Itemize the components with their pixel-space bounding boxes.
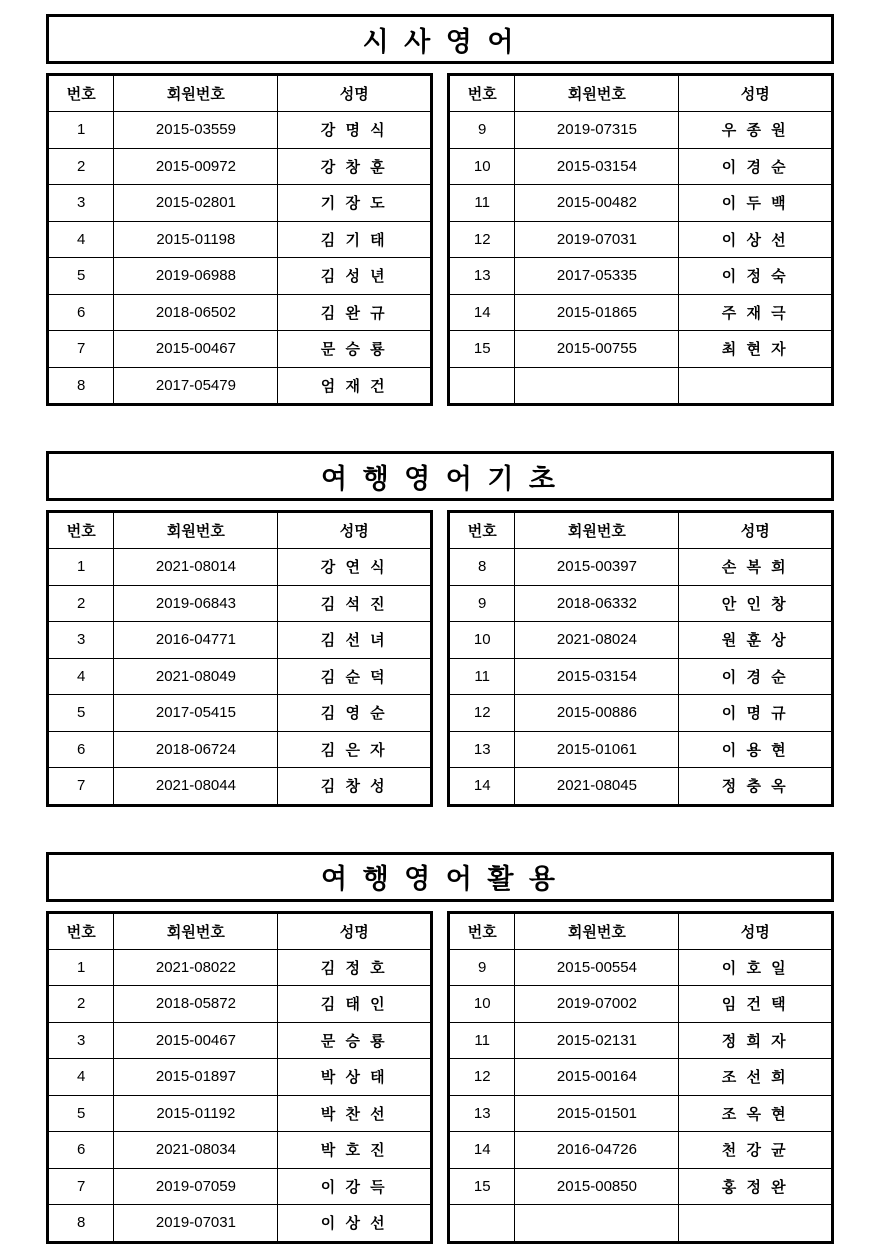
cell-name: 정 희 자 [679,1022,833,1059]
table-body-right [449,949,833,1242]
cell-member-id: 2019-06988 [114,258,278,295]
cell-no: 1 [48,112,114,149]
column-header-member-id: 회원번호 [114,75,278,112]
table-row [449,221,833,258]
cell-no: 2 [48,148,114,185]
cell-no: 5 [48,695,114,732]
section-tables [46,73,834,406]
table-row [449,949,833,986]
cell-member-id: 2015-00397 [515,549,679,586]
column-header-name: 성명 [679,75,833,112]
member-table-left [46,73,433,406]
table-row [48,221,432,258]
cell-no [449,1205,515,1243]
table-body-left [48,112,432,405]
section-title-box [46,852,834,902]
cell-name: 안 인 창 [679,585,833,622]
cell-no: 8 [48,1205,114,1243]
section-title: 시 사 영 어 [362,26,518,57]
cell-name: 기 장 도 [278,185,432,222]
member-table-left [46,510,433,807]
table-row [449,622,833,659]
cell-name: 정 충 옥 [679,768,833,806]
section-0 [46,14,834,406]
cell-no: 10 [449,986,515,1023]
table-body-left [48,549,432,806]
table-row [449,185,833,222]
cell-no: 6 [48,294,114,331]
cell-member-id: 2018-06502 [114,294,278,331]
table-body-right [449,549,833,806]
table-row [449,731,833,768]
table-row [48,658,432,695]
section-title-box [46,14,834,64]
cell-no: 4 [48,658,114,695]
table-row [449,1132,833,1169]
table-row [48,1205,432,1243]
cell-member-id: 2015-01897 [114,1059,278,1096]
cell-member-id: 2018-06724 [114,731,278,768]
cell-no: 7 [48,331,114,368]
cell-name: 김 석 진 [278,585,432,622]
table-row [449,148,833,185]
cell-no: 5 [48,258,114,295]
member-table-right [447,510,834,807]
column-header-no: 번호 [449,912,515,949]
column-header-name: 성명 [679,912,833,949]
table-row [48,112,432,149]
column-header-member-id: 회원번호 [114,912,278,949]
table-row [48,585,432,622]
cell-member-id: 2021-08014 [114,549,278,586]
cell-name: 김 창 성 [278,768,432,806]
cell-no [449,367,515,405]
cell-name: 강 창 훈 [278,148,432,185]
cell-member-id: 2018-06332 [515,585,679,622]
cell-member-id: 2015-02131 [515,1022,679,1059]
cell-no: 14 [449,768,515,806]
section-title-box [46,451,834,501]
column-header-name: 성명 [679,512,833,549]
cell-name: 천 강 균 [679,1132,833,1169]
cell-member-id: 2021-08049 [114,658,278,695]
cell-member-id: 2015-00850 [515,1168,679,1205]
cell-no: 14 [449,294,515,331]
cell-name: 문 승 룡 [278,1022,432,1059]
cell-no: 1 [48,949,114,986]
cell-no: 11 [449,185,515,222]
cell-name: 김 은 자 [278,731,432,768]
cell-name: 이 명 규 [679,695,833,732]
cell-name: 문 승 룡 [278,331,432,368]
cell-name: 박 호 진 [278,1132,432,1169]
section-title: 여 행 영 어 기 초 [321,463,559,494]
table-header-row [449,512,833,549]
cell-no: 4 [48,1059,114,1096]
cell-no: 9 [449,585,515,622]
cell-no: 12 [449,695,515,732]
column-header-no: 번호 [449,512,515,549]
cell-name: 강 명 식 [278,112,432,149]
table-row [48,1022,432,1059]
table-row [48,622,432,659]
table-row [449,695,833,732]
cell-member-id: 2019-07002 [515,986,679,1023]
cell-member-id: 2021-08034 [114,1132,278,1169]
table-row [449,112,833,149]
cell-name [679,367,833,405]
table-row [449,1095,833,1132]
section-tables [46,911,834,1244]
cell-no: 12 [449,221,515,258]
column-header-member-id: 회원번호 [515,912,679,949]
table-row [48,185,432,222]
column-header-member-id: 회원번호 [515,512,679,549]
cell-no: 7 [48,1168,114,1205]
cell-name: 이 호 일 [679,949,833,986]
cell-name: 조 옥 현 [679,1095,833,1132]
table-row [449,258,833,295]
table-row [48,986,432,1023]
column-header-no: 번호 [48,512,114,549]
table-row [449,658,833,695]
table-row [449,768,833,806]
cell-no: 6 [48,731,114,768]
cell-no: 2 [48,585,114,622]
cell-member-id: 2015-03559 [114,112,278,149]
cell-name: 이 상 선 [679,221,833,258]
cell-member-id: 2015-00467 [114,1022,278,1059]
cell-name: 홍 정 완 [679,1168,833,1205]
cell-name: 박 상 태 [278,1059,432,1096]
cell-member-id: 2015-00467 [114,331,278,368]
cell-no: 10 [449,148,515,185]
cell-no: 1 [48,549,114,586]
section-1 [46,451,834,807]
table-row [449,585,833,622]
cell-member-id [515,1205,679,1243]
cell-name: 김 선 녀 [278,622,432,659]
cell-member-id: 2017-05415 [114,695,278,732]
section-tables [46,510,834,807]
cell-no: 13 [449,1095,515,1132]
cell-no: 8 [449,549,515,586]
cell-name: 김 영 순 [278,695,432,732]
table-header-row [48,912,432,949]
cell-name: 박 찬 선 [278,1095,432,1132]
cell-member-id: 2019-07315 [515,112,679,149]
table-row [48,258,432,295]
table-row [48,949,432,986]
table-row [48,367,432,405]
cell-name: 우 종 원 [679,112,833,149]
cell-member-id: 2021-08022 [114,949,278,986]
table-header-row [48,75,432,112]
table-row [48,148,432,185]
table-row [48,731,432,768]
column-header-name: 성명 [278,512,432,549]
cell-member-id: 2021-08044 [114,768,278,806]
cell-no: 3 [48,185,114,222]
cell-no: 9 [449,949,515,986]
cell-no: 3 [48,1022,114,1059]
table-row [48,1168,432,1205]
cell-no: 9 [449,112,515,149]
table-row [48,695,432,732]
cell-member-id: 2017-05479 [114,367,278,405]
cell-name [679,1205,833,1243]
cell-member-id: 2015-01192 [114,1095,278,1132]
cell-name: 최 현 자 [679,331,833,368]
cell-name: 이 정 숙 [679,258,833,295]
table-row [449,986,833,1023]
cell-member-id: 2015-01865 [515,294,679,331]
cell-name: 이 경 순 [679,658,833,695]
cell-name: 김 태 인 [278,986,432,1023]
column-header-name: 성명 [278,912,432,949]
cell-member-id: 2019-07031 [515,221,679,258]
cell-no: 11 [449,1022,515,1059]
cell-no: 13 [449,731,515,768]
cell-member-id: 2016-04771 [114,622,278,659]
cell-member-id: 2015-00554 [515,949,679,986]
table-row [449,549,833,586]
cell-member-id: 2017-05335 [515,258,679,295]
cell-name: 김 기 태 [278,221,432,258]
member-table-left [46,911,433,1244]
cell-name: 이 강 득 [278,1168,432,1205]
cell-member-id: 2015-01061 [515,731,679,768]
table-row [48,294,432,331]
cell-no: 12 [449,1059,515,1096]
table-row [48,549,432,586]
cell-member-id [515,367,679,405]
cell-name: 손 복 희 [679,549,833,586]
cell-no: 13 [449,258,515,295]
column-header-no: 번호 [449,75,515,112]
cell-no: 15 [449,331,515,368]
table-row [449,331,833,368]
cell-member-id: 2015-02801 [114,185,278,222]
cell-no: 11 [449,658,515,695]
cell-no: 4 [48,221,114,258]
cell-name: 이 두 백 [679,185,833,222]
cell-member-id: 2015-03154 [515,148,679,185]
cell-no: 5 [48,1095,114,1132]
table-header-row [449,912,833,949]
cell-member-id: 2019-07031 [114,1205,278,1243]
cell-no: 2 [48,986,114,1023]
table-row [48,768,432,806]
cell-name: 이 상 선 [278,1205,432,1243]
cell-member-id: 2019-07059 [114,1168,278,1205]
section-2 [46,852,834,1244]
cell-member-id: 2015-03154 [515,658,679,695]
cell-name: 이 용 현 [679,731,833,768]
column-header-no: 번호 [48,75,114,112]
cell-member-id: 2018-05872 [114,986,278,1023]
cell-no: 6 [48,1132,114,1169]
cell-member-id: 2015-01198 [114,221,278,258]
column-header-name: 성명 [278,75,432,112]
member-table-right [447,911,834,1244]
table-row [48,1059,432,1096]
table-body-left [48,949,432,1242]
cell-name: 김 완 규 [278,294,432,331]
table-row [48,331,432,368]
cell-name: 김 정 호 [278,949,432,986]
cell-member-id: 2021-08045 [515,768,679,806]
cell-name: 주 재 극 [679,294,833,331]
cell-member-id: 2015-00755 [515,331,679,368]
section-title: 여 행 영 어 활 용 [321,864,559,894]
cell-member-id: 2015-00886 [515,695,679,732]
cell-name: 강 연 식 [278,549,432,586]
table-row [449,1168,833,1205]
cell-name: 임 건 택 [679,986,833,1023]
cell-name: 엄 재 건 [278,367,432,405]
cell-no: 7 [48,768,114,806]
cell-name: 조 선 희 [679,1059,833,1096]
cell-no: 14 [449,1132,515,1169]
table-row [449,1022,833,1059]
cell-no: 3 [48,622,114,659]
table-header-row [48,512,432,549]
cell-member-id: 2015-00972 [114,148,278,185]
column-header-member-id: 회원번호 [114,512,278,549]
table-row-empty [449,367,833,405]
cell-member-id: 2016-04726 [515,1132,679,1169]
cell-name: 이 경 순 [679,148,833,185]
member-table-right [447,73,834,406]
table-row [48,1095,432,1132]
table-row [48,1132,432,1169]
table-body-right [449,112,833,405]
cell-name: 김 순 덕 [278,658,432,695]
cell-no: 15 [449,1168,515,1205]
cell-member-id: 2015-00482 [515,185,679,222]
table-row [449,294,833,331]
cell-member-id: 2015-00164 [515,1059,679,1096]
table-row-empty [449,1205,833,1243]
cell-name: 김 성 년 [278,258,432,295]
cell-member-id: 2021-08024 [515,622,679,659]
cell-member-id: 2019-06843 [114,585,278,622]
cell-no: 8 [48,367,114,405]
cell-name: 원 훈 상 [679,622,833,659]
cell-no: 10 [449,622,515,659]
table-header-row [449,75,833,112]
column-header-member-id: 회원번호 [515,75,679,112]
table-row [449,1059,833,1096]
column-header-no: 번호 [48,912,114,949]
cell-member-id: 2015-01501 [515,1095,679,1132]
